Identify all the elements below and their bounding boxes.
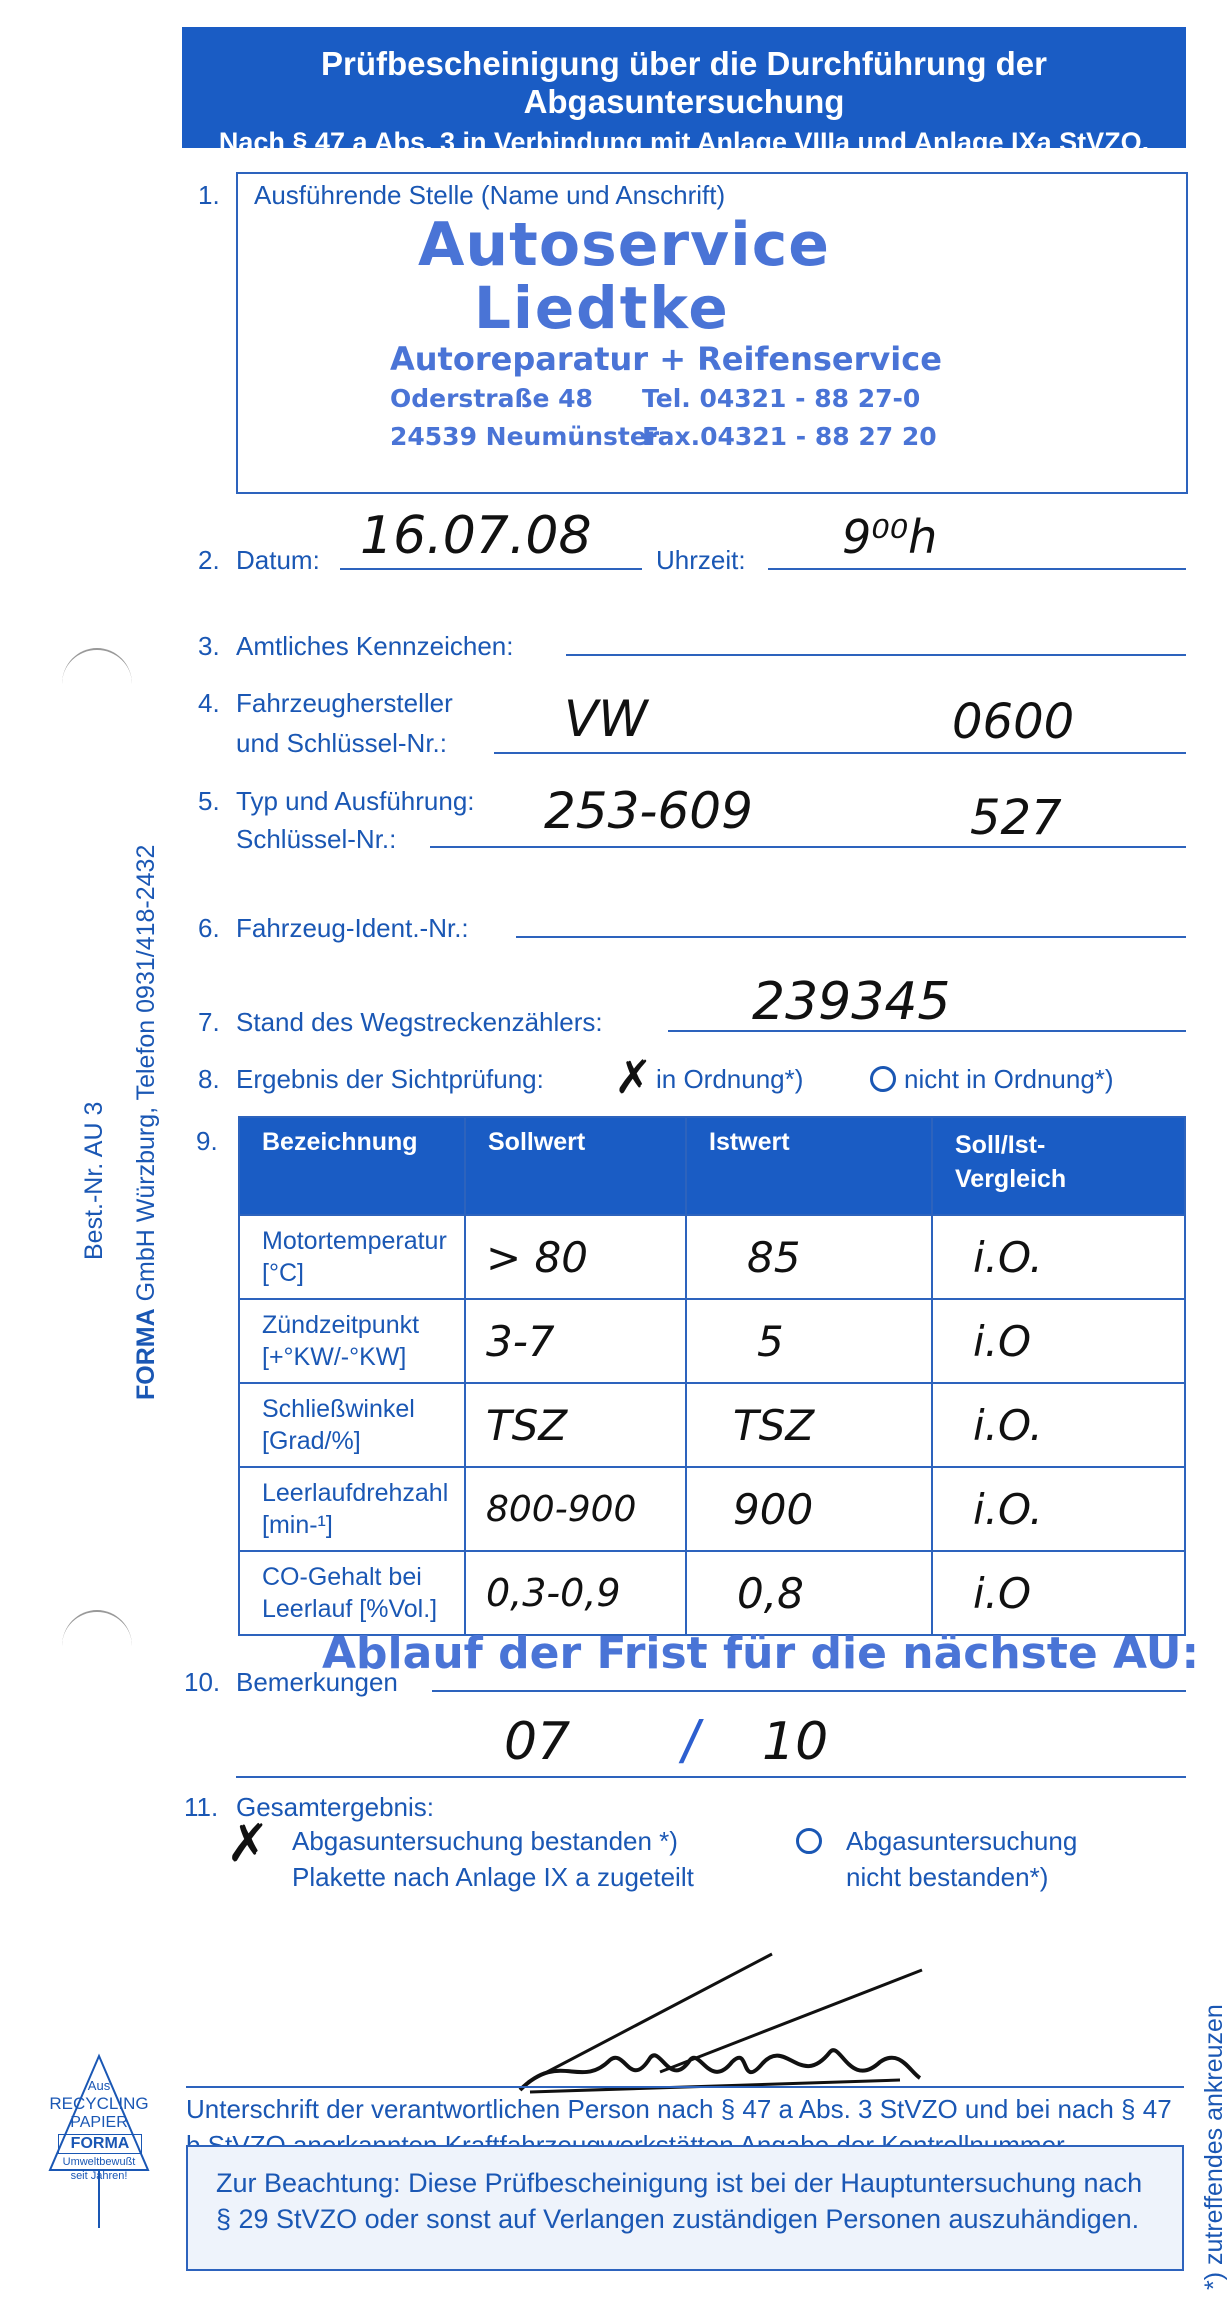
section-number-7: 7. (198, 1007, 220, 1037)
row-actual: 85 (686, 1215, 932, 1299)
type-label-2: Schlüssel-Nr.: (236, 824, 397, 854)
table-row (239, 1551, 1185, 1635)
remarks-year: 10 (762, 1712, 829, 1772)
table-header-row (239, 1117, 1185, 1215)
section-number-10: 10. (184, 1667, 221, 1697)
stamp-company-line1: Autoservice (418, 210, 830, 280)
type-key: 527 (970, 790, 1062, 846)
row-target: > 80 (465, 1215, 686, 1299)
remarks-label: Bemerkungen (236, 1667, 398, 1697)
row-comparison: i.O (932, 1299, 1185, 1383)
punch-hole-top (62, 648, 132, 720)
row-designation: Zündzeitpunkt [+°KW/-°KW] (239, 1299, 465, 1383)
order-number-side: Best.-Nr. AU 3 (80, 1101, 108, 1260)
row-comparison: i.O (932, 1551, 1185, 1635)
type-line (430, 846, 1186, 848)
col-header-designation: Bezeichnung (239, 1117, 465, 1215)
plate-line (566, 654, 1186, 656)
performer-label: Ausführende Stelle (Name und Anschrift) (254, 180, 726, 210)
stamp-company-line2: Liedtke (474, 274, 730, 342)
recycling-logo: Aus RECYCLING PAPIER FORMA Umweltbewußt seit Jahren! (44, 2052, 154, 2232)
row-designation: Schließwinkel [Grad/%] (239, 1383, 465, 1467)
row-actual: 900 (686, 1467, 932, 1551)
stamp-tel: Tel. 04321 - 88 27-0 (642, 384, 921, 413)
visual-check-notok-label: nicht in Ordnung*) (904, 1064, 1114, 1094)
row-designation: Motortemperatur [°C] (239, 1215, 465, 1299)
vin-label: Fahrzeug-Ident.-Nr.: (236, 913, 469, 943)
section-number-6: 6. (198, 913, 220, 943)
table-row (239, 1299, 1185, 1383)
publisher-side: FORMA GmbH Würzburg, Telefon 0931/418-2432 (132, 844, 160, 1400)
date-label: Datum: (236, 545, 320, 575)
row-target: TSZ (465, 1383, 686, 1467)
notice-box (186, 2145, 1184, 2271)
section-number-1: 1. (198, 180, 220, 210)
result-pass-line2: Plakette nach Anlage IX a zugeteilt (292, 1862, 694, 1892)
date-value: 16.07.08 (360, 506, 592, 566)
signature-caption-line1: Unterschrift der verantwortlichen Person nach § 47 a Abs. 3 StVZO und bei nach § 47 (186, 2094, 1172, 2124)
remarks-slash: / (682, 1709, 699, 1776)
form-subtitle: Nach § 47 a Abs. 3 in Verbindung mit Anlage VIIIa und Anlage IXa StVZO. (218, 127, 1150, 157)
section-number-5: 5. (198, 786, 220, 816)
form-title: Prüfbescheinigung über die Durchführung der Abgasuntersuchung (320, 45, 1048, 120)
visual-check-ok-label: in Ordnung*) (656, 1064, 804, 1094)
stamp-company-line3: Autoreparatur + Reifenservice (390, 340, 942, 378)
result-fail-line1: Abgasuntersuchung (846, 1826, 1078, 1856)
row-comparison: i.O. (932, 1467, 1185, 1551)
stamp-city: 24539 Neumünster (390, 422, 660, 451)
deadline-stamp: Ablauf der Frist für die nächste AU: (322, 1628, 1200, 1679)
row-designation: Leerlaufdrehzahl [min-¹] (239, 1467, 465, 1551)
notice-line2: § 29 StVZO oder sonst auf Verlangen zuständigen Personen auszuhändigen. (216, 2204, 1140, 2234)
odometer-label: Stand des Wegstreckenzählers: (236, 1007, 603, 1037)
signature-line (186, 2086, 1184, 2088)
manufacturer-label-1: Fahrzeughersteller (236, 688, 453, 718)
row-actual: TSZ (686, 1383, 932, 1467)
table-row (239, 1383, 1185, 1467)
manufacturer-value: VW (564, 690, 648, 748)
row-comparison: i.O. (932, 1383, 1185, 1467)
row-actual: 5 (686, 1299, 932, 1383)
performer-box (236, 172, 1188, 494)
manufacturer-label-2: und Schlüssel-Nr.: (236, 728, 447, 758)
col-header-target: Sollwert (465, 1117, 686, 1215)
type-label-1: Typ und Ausführung: (236, 786, 475, 816)
measurement-table (238, 1116, 1186, 1636)
table-row (239, 1215, 1185, 1299)
remarks-line-2 (236, 1776, 1186, 1778)
row-target: 0,3-0,9 (465, 1551, 686, 1635)
result-pass-line1: Abgasuntersuchung bestanden *) (292, 1826, 678, 1856)
row-actual: 0,8 (686, 1551, 932, 1635)
visual-check-ok-mark: ✗ (614, 1050, 653, 1104)
result-fail-line2: nicht bestanden*) (846, 1862, 1049, 1892)
table-row (239, 1467, 1185, 1551)
handwritten-signature (500, 1940, 940, 2110)
manufacturer-key: 0600 (952, 694, 1075, 750)
row-designation: CO-Gehalt bei Leerlauf [%Vol.] (239, 1551, 465, 1635)
stamp-street: Oderstraße 48 (390, 384, 593, 413)
notice-line1: Zur Beachtung: Diese Prüfbescheinigung ist bei der Hauptuntersuchung nach (216, 2168, 1143, 2198)
date-line (340, 568, 642, 570)
type-value: 253-609 (544, 782, 753, 840)
result-fail-radio[interactable] (796, 1828, 822, 1854)
col-header-actual: Istwert (686, 1117, 932, 1215)
section-number-11: 11. (184, 1792, 219, 1822)
col-header-comparison: Soll/Ist-Vergleich (932, 1117, 1185, 1215)
plate-label: Amtliches Kennzeichen: (236, 631, 514, 661)
time-line (768, 568, 1186, 570)
remarks-month: 07 (504, 1712, 571, 1772)
section-number-2: 2. (198, 545, 220, 575)
punch-hole-bottom (62, 1610, 132, 1682)
manufacturer-line (494, 752, 1186, 754)
visual-check-label: Ergebnis der Sichtprüfung: (236, 1064, 544, 1094)
section-number-9: 9. (196, 1126, 218, 1156)
section-number-4: 4. (198, 688, 220, 718)
section-number-8: 8. (198, 1064, 220, 1094)
vin-line (516, 936, 1186, 938)
tick-note-side: *) zutreffendes ankreuzen (1200, 2004, 1228, 2290)
result-label: Gesamtergebnis: (236, 1792, 434, 1822)
form-header (182, 27, 1186, 157)
row-comparison: i.O. (932, 1215, 1185, 1299)
stamp-fax: Fax.04321 - 88 27 20 (642, 422, 937, 451)
row-target: 800-900 (465, 1467, 686, 1551)
row-target: 3-7 (465, 1299, 686, 1383)
result-pass-mark: ✗ (226, 1814, 270, 1874)
odometer-value: 239345 (752, 972, 951, 1032)
time-value: 9⁰⁰h (842, 510, 938, 564)
section-number-3: 3. (198, 631, 220, 661)
remarks-line-1 (432, 1690, 1186, 1692)
visual-check-notok-radio[interactable] (870, 1066, 896, 1092)
time-label: Uhrzeit: (656, 545, 746, 575)
